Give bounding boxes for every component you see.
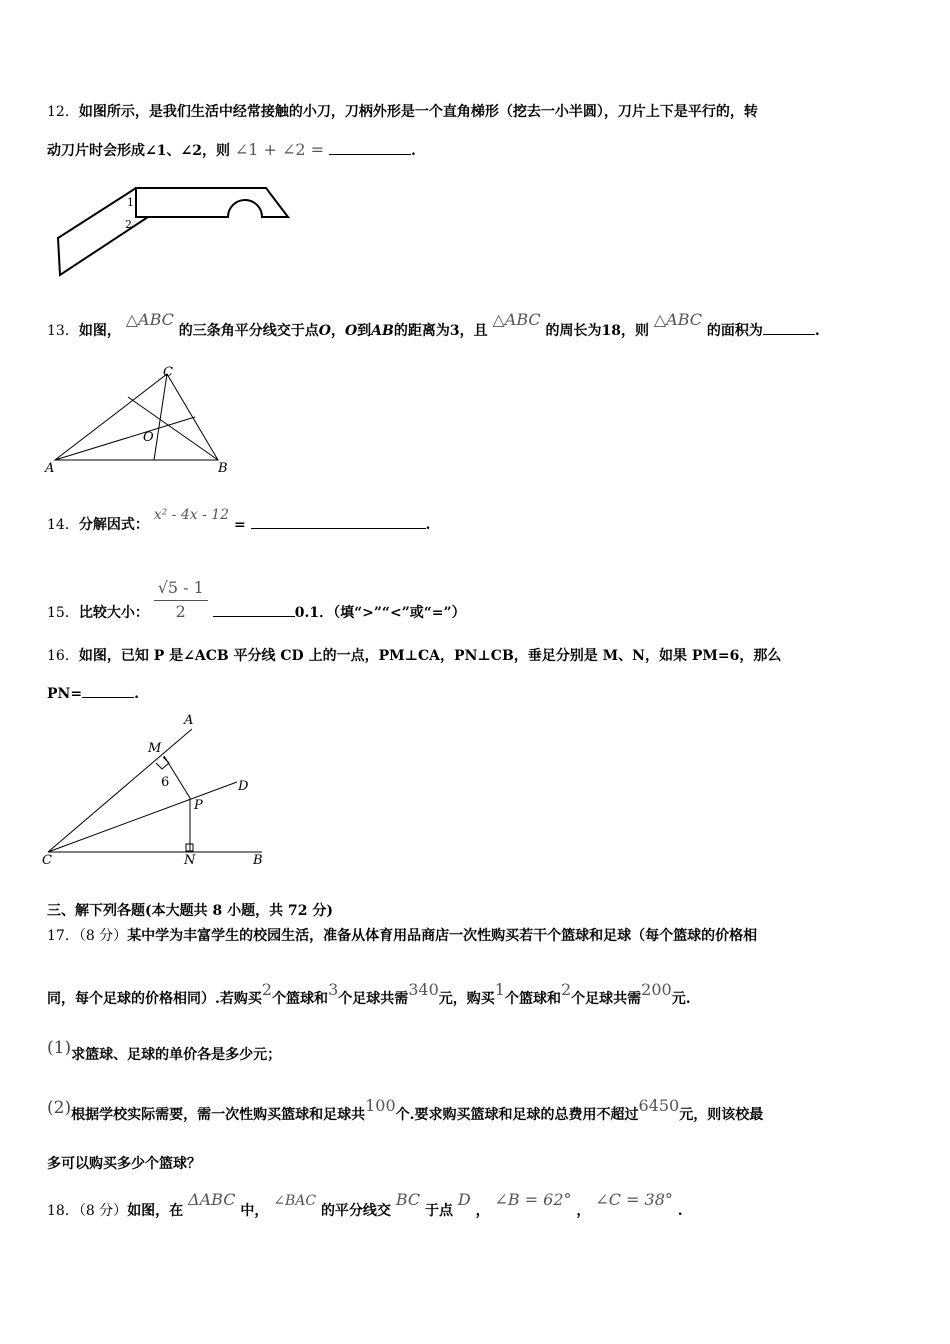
q12-answer-blank[interactable] bbox=[329, 140, 411, 155]
q18-text-2: 中， bbox=[240, 1203, 269, 1219]
ray-cd bbox=[48, 782, 237, 852]
q17-text-2f: 个足球共需 bbox=[571, 991, 642, 1007]
label-p: P bbox=[194, 798, 203, 813]
q18-comma-1: ， bbox=[475, 1203, 490, 1219]
q18-score: （8 分） bbox=[78, 1203, 128, 1219]
q15-number: 15． bbox=[47, 605, 79, 621]
q17-part1 bbox=[47, 1038, 282, 1065]
q12-number: 12． bbox=[47, 104, 79, 120]
q13-triangle-abc-2: △ABC bbox=[492, 310, 541, 329]
q13-text-2: 的三条角平分线交于点 bbox=[178, 323, 319, 339]
q17-part1-text: 求篮球、足球的单价各是多少元； bbox=[71, 1047, 282, 1063]
q13-text-1: 如图， bbox=[78, 323, 121, 339]
q17-text-line1: 某中学为丰富学生的校园生活，准备从体育用品商店一次性购买若干个篮球和足球（每个篮球的价格相 bbox=[127, 928, 758, 944]
knife-angle-2-label: 2 bbox=[125, 218, 132, 231]
label-d: D bbox=[238, 779, 249, 794]
q17-part2-text-c: 元，则该校最 bbox=[679, 1107, 764, 1123]
q17-text-2e: 个篮球和 bbox=[504, 991, 561, 1007]
q15-denominator: 2 bbox=[175, 602, 186, 621]
q17-num-6450: 6450 bbox=[638, 1096, 680, 1115]
label-six: 6 bbox=[161, 775, 170, 790]
q16-answer-blank[interactable] bbox=[82, 683, 134, 698]
bisector-from-a bbox=[55, 417, 195, 460]
label-a: A bbox=[45, 461, 55, 476]
q16-angle-figure bbox=[40, 710, 280, 870]
q14-equals: = bbox=[233, 517, 246, 533]
q13-text-distance: 的距离为3，且 bbox=[393, 323, 488, 339]
q17-num-100: 100 bbox=[365, 1096, 396, 1115]
label-a: A bbox=[184, 713, 194, 728]
q18-point-d: D bbox=[457, 1190, 471, 1209]
q18-angle-b: ∠B = 62° bbox=[494, 1190, 572, 1209]
q17-text-2d: 元，购买 bbox=[438, 991, 495, 1007]
right-angle-mark-m bbox=[156, 757, 169, 769]
q18-number: 18． bbox=[47, 1203, 79, 1219]
q15-numerator: √5 - 1 bbox=[154, 578, 208, 601]
label-o: O bbox=[143, 430, 154, 445]
q12-line2 bbox=[47, 140, 416, 161]
q13-triangle-abc-1: △ABC bbox=[125, 310, 174, 329]
q17-num-340: 340 bbox=[408, 980, 439, 999]
q17-text-2c: 个足球共需 bbox=[338, 991, 409, 1007]
q18-line bbox=[47, 1190, 683, 1221]
q18-segment-bc: BC bbox=[395, 1190, 421, 1209]
knife-angle-1-label: 1 bbox=[127, 196, 134, 209]
q17-text-2g: 元. bbox=[671, 991, 691, 1007]
q18-text-4: 于点 bbox=[424, 1203, 453, 1219]
q12-period: . bbox=[410, 143, 416, 159]
q17-part1-marker: (1) bbox=[47, 1038, 72, 1058]
q17-text-2a: 同，每个足球的价格相同）.若购买 bbox=[47, 991, 262, 1007]
q17-part2-marker: (2) bbox=[47, 1098, 72, 1118]
label-b: B bbox=[253, 853, 263, 868]
q14-expression: x² - 4x - 12 bbox=[153, 507, 230, 523]
label-c: C bbox=[163, 365, 173, 380]
label-c: C bbox=[42, 853, 52, 868]
bisector-from-b bbox=[128, 397, 218, 460]
q15-instruction: 0.1．（填“>”“<”或“=”） bbox=[294, 605, 466, 621]
q18-triangle-abc: ΔABC bbox=[188, 1190, 236, 1209]
q13-point-o-2: O bbox=[344, 323, 358, 339]
q17-score: （8 分） bbox=[78, 928, 128, 944]
q12-text-line2: 动刀片时会形成∠1、∠2，则 bbox=[47, 143, 230, 159]
q12-text-line1: 如图所示，是我们生活中经常接触的小刀，刀柄外形是一个直角梯形（挖去一小半圆），刀片上下是平行的，转 bbox=[78, 104, 758, 120]
q13-text-area: 的面积为 bbox=[706, 323, 763, 339]
q18-period: . bbox=[677, 1203, 683, 1219]
section-3-heading: 三、解下列各题(本大题共 8 小题，共 72 分) bbox=[47, 903, 333, 919]
q16-text-line1: 如图，已知 P 是∠ACB 平分线 CD 上的一点，PM⊥CA，PN⊥CB，垂足分别是 M、N，如果 PM=6，那么 bbox=[78, 648, 782, 664]
q14-period: . bbox=[425, 517, 431, 533]
q14-number: 14． bbox=[47, 517, 79, 533]
q16-period: . bbox=[134, 686, 139, 702]
q18-angle-c: ∠C = 38° bbox=[595, 1190, 673, 1209]
q18-comma-2: ， bbox=[576, 1203, 591, 1219]
q17-text-2b: 个篮球和 bbox=[272, 991, 329, 1007]
q16-line2 bbox=[47, 683, 139, 704]
q13-triangle-figure bbox=[45, 362, 245, 477]
q17-num-1: 1 bbox=[494, 980, 505, 999]
q12-expression: ∠1 + ∠2 = bbox=[234, 140, 325, 159]
q17-num-2b: 2 bbox=[560, 980, 572, 999]
q16-line1 bbox=[47, 646, 781, 666]
q17-part2 bbox=[47, 1096, 764, 1125]
q16-number: 16． bbox=[47, 648, 79, 664]
q13-period: . bbox=[814, 323, 820, 339]
knife-handle-outline bbox=[136, 188, 288, 217]
q12-knife-figure bbox=[48, 180, 298, 280]
label-n: N bbox=[184, 853, 196, 868]
label-m: M bbox=[148, 741, 162, 756]
q15-fraction bbox=[154, 578, 208, 621]
q13-segment-ab: AB bbox=[371, 323, 394, 339]
label-b: B bbox=[218, 461, 228, 476]
q17-part2-line2 bbox=[47, 1154, 201, 1174]
q14-answer-blank[interactable] bbox=[251, 514, 426, 529]
q13-answer-blank[interactable] bbox=[763, 320, 815, 335]
q15-line bbox=[47, 578, 466, 633]
q13-triangle-abc-3: △ABC bbox=[653, 310, 703, 329]
knife-blade-outline bbox=[58, 188, 148, 275]
q13-line bbox=[47, 310, 820, 341]
q18-text-1: 如图，在 bbox=[127, 1203, 184, 1219]
q14-label: 分解因式： bbox=[78, 517, 149, 533]
q13-point-o-1: O bbox=[318, 323, 331, 339]
q13-comma: ， bbox=[330, 323, 345, 339]
q15-answer-blank[interactable] bbox=[213, 602, 295, 617]
q17-line1 bbox=[47, 926, 757, 946]
ray-ca bbox=[48, 729, 192, 852]
q17-line2 bbox=[47, 980, 691, 1009]
q14-line bbox=[47, 507, 431, 535]
q18-text-3: 的平分线交 bbox=[320, 1203, 391, 1219]
q12-line1 bbox=[47, 102, 758, 122]
q13-text-to: 到 bbox=[357, 323, 372, 339]
q15-label: 比较大小： bbox=[78, 605, 149, 621]
q16-pn-label: PN= bbox=[47, 686, 83, 702]
q17-part2-text-line2: 多可以购买多少个篮球？ bbox=[47, 1156, 201, 1172]
q17-number: 17． bbox=[47, 928, 79, 944]
q18-angle-bac: ∠BAC bbox=[273, 1193, 317, 1209]
q17-part2-text-a: 根据学校实际需要，需一次性购买篮球和足球共 bbox=[71, 1107, 366, 1123]
q17-part2-text-b: 个.要求购买篮球和足球的总费用不超过 bbox=[395, 1107, 639, 1123]
q17-num-200: 200 bbox=[641, 980, 672, 999]
q17-num-2: 2 bbox=[261, 980, 273, 999]
q17-num-3: 3 bbox=[328, 980, 339, 999]
q13-text-perimeter: 的周长为18，则 bbox=[545, 323, 649, 339]
q13-number: 13． bbox=[47, 323, 79, 339]
